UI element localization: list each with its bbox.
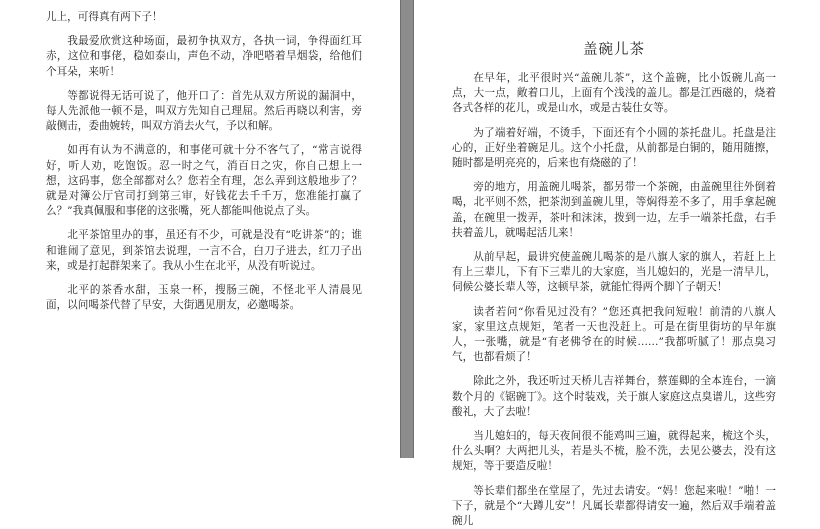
paragraph: 当儿媳妇的，每天夜间很不能鸡叫三遍，就得起来，梳这个头，什么头啊？大两把儿头，若是头不梳，脸不洗，去见公婆去，没有这规矩，等于要造反啦！ xyxy=(452,430,776,473)
paragraph: 旁的地方，用盖碗儿喝茶，都另带一个茶碗，由盖碗里往外倒着喝，北平则不然，把茶沏到盖碗儿里，等焖得差不多了，用手拿起碗盖，在碗里一拨弄，茶叶和沫沫，拨到一边，左手一端茶托盘，右手扶着盖儿，就喝起活儿来！ xyxy=(452,181,776,239)
paragraph: 在早年，北平很时兴“盖碗儿茶”，这个盖碗，比小饭碗儿高一点，大一点，敞着口儿，上面有个浅浅的盖儿。都是江西磁的，烧着各式各样的花儿，或是山水，或是古装仕女等。 xyxy=(452,72,776,115)
paragraph: 从前早起，最讲究使盖碗儿喝茶的是八旗人家的旗人，若赶上上有上三辈儿，下有下三辈儿的大家庭，当儿媳妇的，光是一清早儿，伺候公婆长辈人等，这顿早茶，就能忙得两个脚丫子朝天！ xyxy=(452,251,776,294)
paragraph: 为了端着好端，不烫手，下面还有个小圆的茶托盘儿。托盘是注心的，正好坐着碗足儿。这个小托盘，从前都是白铜的，随用随擦，随时都是明亮亮的，后来也有烧磁的了！ xyxy=(452,126,776,170)
paragraph: 读者若问“你看见过没有？”您还真把我问短啦！前清的八旗人家，家里这点规矩，笔者一天也没赶上。可是在街里街坊的早年旗人，一张嘴，就是“有老佛爷在的时候……”我都听腻了！那点臭习气，也都看烦了！ xyxy=(452,305,776,364)
paragraph: 北平茶馆里办的事，虽还有不少，可就是没有“吃讲茶”的；谁和谁闹了意见，到茶馆去说理，一言不合，白刀子进去，红刀子出来，或是打起群架来了。我从小生在北平，从没有听说过。 xyxy=(46,229,362,272)
paragraph: 北平的茶香水甜，玉泉一杯，搜肠三碗，不怪北平人清晨见面，以问喝茶代替了早安，大街遇见朋友，必邀喝茶。 xyxy=(46,284,362,312)
paragraph: 除此之外，我还听过天桥儿吉祥舞台，蔡莲卿的全本连台，一滴数个月的《锯碗丁》。这个时装戏，关于旗人家庭这点臭谱儿，这些穷酸礼，大了去啦！ xyxy=(452,375,776,418)
paragraph: 儿上，可得真有两下子！ xyxy=(46,11,163,23)
paragraph: 等长辈们都坐在堂屋了，先过去请安。“妈！您起来啦！”啪！一下子，就是个“大蹲儿安”！凡属长辈都得请安一遍，然后双手端着盖碗儿 xyxy=(452,484,776,528)
page-gutter xyxy=(400,0,414,458)
paragraph: 我最爱欣赏这种场面，最初争执双方，各执一词，争得面红耳赤，这位和事佬，稳如泰山，声色不动，净吧嗒着旱烟袋，给他们个耳朵，来听！ xyxy=(46,35,362,78)
chapter-title: 盖碗儿茶 xyxy=(583,42,645,58)
right-page xyxy=(414,0,820,528)
paragraph: 如再有认为不满意的，和事佬可就十分不客气了，“常言说得好，听人劝，吃饱饭。忍一时之气，消百日之灾，你自己想上一想，这码事，您全部都对么？您若全有理，怎么弄到这般地步了？就是对簿公厅官司打到第三审，好钱花去千千万，您准能打赢了么？”我真佩服和事佬的这张嘴，死人都能叫他说点了头。 xyxy=(46,144,362,218)
paragraph: 等都说得无话可说了，他开口了：首先从双方所说的漏洞中，每人先派他一顿不是，叫双方先知自己理屈。然后再晓以利害，旁敲侧击，委曲婉转，叫双方消去火气，予以和解。 xyxy=(46,89,362,133)
left-page xyxy=(0,0,400,458)
